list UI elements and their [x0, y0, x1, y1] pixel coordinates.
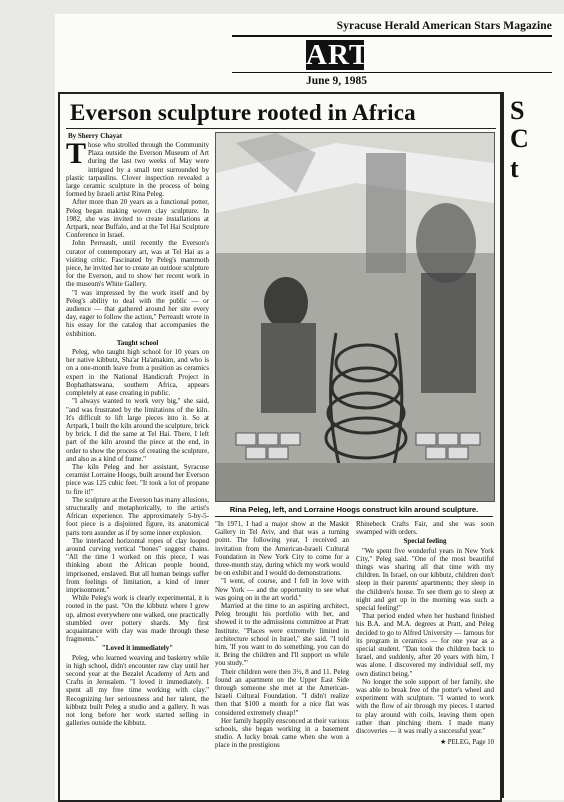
lead-paragraph: [66, 141, 209, 198]
adjacent-article: [502, 92, 564, 798]
paragraph: While Peleg's work is clearly experimental, it is rooted in the past. "On the kibbutz where I grew up, almost everywhere one walked, one practically stumbled over pottery shards. My first acquaintance with clay was made through these fragments.": [66, 594, 209, 644]
article-column-2: [215, 520, 349, 792]
paragraph: The sculpture at the Everson has many allusions, structurally and metaphorically, to the artist's African experience. The approximately 5-by-5-foot piece is a disjointed figure, its anatomical parts torn asunder as if by some inner explosion.: [66, 495, 209, 537]
paragraph: "In 1971, I had a major show at the Maskit Gallery in Tel Aviv, and that was a turning point. The following year, I received an invitation from the American-Israeli Cultural Foundation in New York City to come for a three-month stay, during which my work would be on exhibit and I would do demonstrations.: [215, 520, 349, 578]
subhead: Taught school: [116, 338, 159, 347]
paragraph: The interlaced horizontal ropes of clay looped around curving vertical "bones" suggest chains. "All the time I worked on this piece, I was thinking about the African people bound, imprisoned, enslaved. But all human beings suffer from feelings of limitation, a kind of inner imprisonment.": [66, 536, 209, 594]
section-title: ART: [306, 39, 370, 71]
subhead: Special feeling: [403, 537, 447, 546]
drop-cap: T: [66, 141, 87, 170]
magazine-title: Syracuse Herald American Stars Magazine: [336, 20, 552, 32]
paragraph: Married at the time to an aspiring architect, Peleg brought his portfolio with her, and showed it to the admissions committee at Pratt Institute. "Places were extremely limited in architecture school in Israel," she said. "I told him, 'If you want to do something, you can do it. Bring the children and I'll support us while you study.'": [215, 602, 349, 668]
masthead-rule: [232, 35, 552, 37]
byline: By Sherry Chayat: [68, 132, 123, 140]
paragraph: Peleg, who learned weaving and basketry while in high school, didn't encounter raw clay until her second year at the Bezalel Academy of Arts and Crafts in Jerusalem. "I loved it immediately. I spent all my free time working with clay." Recognizing her seriousness and her talent, the kibbutz built Peleg a studio and a gallery. It was not long before her work started selling in galleries outside the kibbutz.: [66, 653, 209, 728]
photo: [215, 132, 495, 502]
adjacent-letter: t: [510, 154, 519, 183]
continued-jump-line: ★ PELEG, Page 10: [439, 739, 494, 747]
masthead-rule: [232, 72, 552, 73]
headline: Everson sculpture rooted in Africa: [70, 100, 416, 125]
paragraph: John Perreault, until recently the Everson's curator of contemporary art, was at Tel Hai as a visiting critic. Fascinated by Peleg's mammoth piece, he invited her to create an outdoor sculpture for the Everson, and to show her recent work in the museum's White Gallery.: [66, 239, 209, 289]
paragraph: After more than 20 years as a functional potter, Peleg began making woven clay sculpture. In 1982, she was invited to create installations at Artpark, near Buffalo, and at the Tel Hai Sculpture Conference in Israel.: [66, 198, 209, 240]
adjacent-letter: S: [510, 96, 525, 125]
paragraph: "We spent five wonderful years in New York City," Peleg said. "One of the most beautiful things was sharing all that time with my children. In Israel, on our kibbutz, children don't sleep in their parents' apartments; they sleep in the children's house. To see them go to sleep at night and get up in the morning was such a special feeling!": [356, 546, 494, 613]
headline-rule: [66, 128, 496, 129]
subhead: "Loved it immediately": [101, 644, 174, 653]
article-column-1: [66, 141, 209, 791]
lead-text: hose who strolled through the Community Plaza outside the Everson Museum of Art during the last two weeks of May were intrigued by a small tent surrounded by plastic tarpaulins. Clover inspection revealed a large ceramic sculpture in the process of being formed by Israeli artist Rina Peleg.: [66, 141, 209, 199]
paragraph: Their children were then 3½, 8 and 11. Peleg found an apartment on the Upper East Side through someone she met at the American-Israeli Cultural Foundation. "I didn't realize then that $100 a month for a nice flat was considered extremely cheap!": [215, 667, 349, 717]
photo-artwork: [216, 133, 494, 501]
issue-date: June 9, 1985: [306, 75, 368, 87]
photo-caption: Rina Peleg, left, and Lorraine Hoogs construct kiln around sculpture.: [229, 505, 479, 514]
paragraph: No longer the sole support of her family, she was able to break free of the potter's wheel and experiment with sculpture. "I wanted to work with the flow of air through my pieces. I started to play around with coils, leaving them open rather than pinching them. I made many discoveries — it was really a successful year.": [356, 677, 494, 736]
paragraph: Rhinebeck Crafts Fair, and she was soon swamped with orders.: [356, 520, 494, 537]
caption-rule: [215, 516, 493, 517]
paragraph: "I was impressed by the work itself and by Peleg's ability to deal with the public — or audience — that gathered around her site every day, eager to follow the action," Perreault wrote in his essay for the catalog that accompanies the exhibition.: [66, 288, 209, 338]
adjacent-letter: C: [510, 124, 529, 153]
article-column-3: [356, 520, 494, 792]
paragraph: "I went, of course, and I fell in love with New York — and the opportunity to see what was going on in the art world.": [215, 577, 349, 602]
paragraph: That period ended when her husband finished his B.A. and M.A. degrees at Pratt, and Peleg decided to go to Alfred University — famous for its program in ceramics — for one year as a special student. "Dan took the children back to Israel, and suddenly, after 20 years with him, I was alone. I discovered my individual self, my own distinct being.": [356, 612, 494, 678]
paragraph: Her family happily ensconced at their various schools, she began working in a basement studio. A lucky break came when she won a place in the prestigious: [215, 716, 349, 750]
paragraph: Peleg, who taught high school for 10 years on her native kibbutz, Sha'ar Ha'amakim, and who is on a one-month leave from a position as ceramics expert in the National Handicraft Project in Bophathatswana, southern Africa, appears completely at ease creating in public.: [66, 348, 209, 398]
paragraph: "I always wanted to work very big," she said, "and was frustrated by the limitations of the kiln. It's difficult to lift large pieces into it. So at Artpark, I built the kiln around the sculpture, brick by brick. I did the same at Tel Hai. There, I left part of the kiln around the piece at the end, in order to show the process of creating the sculpture, and also as a kind of frame.": [66, 397, 209, 463]
paragraph: The kiln Peleg and her assistant, Syracuse ceramist Lorraine Hoogs, built around her Everson piece was 125 cubic feet. "It took a lot of propane to fire it!": [66, 462, 209, 496]
